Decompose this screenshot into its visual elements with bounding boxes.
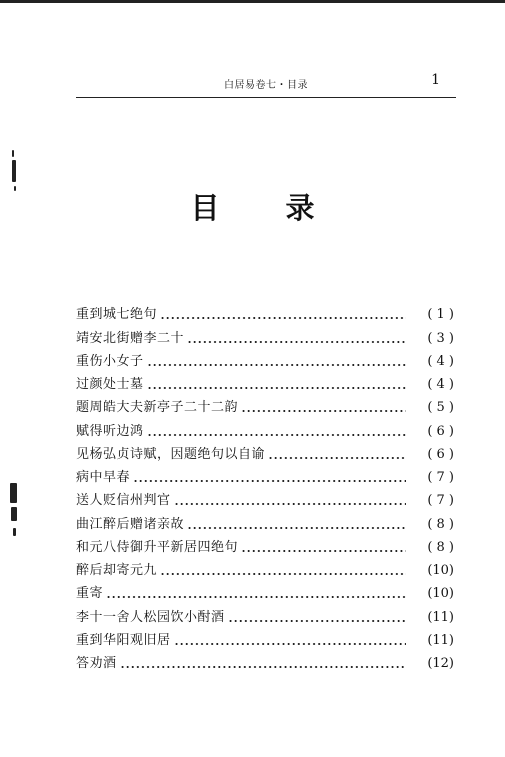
toc-entry-page: ( 4 ): [427, 377, 454, 393]
toc-entry-title: 和元八侍御升平新居四绝句: [76, 539, 239, 555]
dot-leader: [147, 387, 406, 389]
toc-entry: [76, 535, 454, 558]
toc-entry-page: ( 5 ): [427, 400, 454, 416]
toc-entry-title: 过颜处士墓: [76, 377, 144, 393]
dot-leader: [120, 666, 406, 668]
binding-mark: [11, 507, 17, 521]
toc-entry-page: ( 8 ): [427, 516, 454, 532]
toc-entry-title: 曲江醉后赠诸亲故: [76, 516, 185, 532]
toc-entry: [76, 442, 454, 465]
toc-entry-page: (12): [427, 656, 454, 672]
dot-leader: [241, 550, 406, 552]
dot-leader: [174, 643, 406, 645]
toc-entry-page: ( 6 ): [427, 423, 454, 439]
toc-entry: [76, 325, 454, 348]
toc-entry-page: (11): [427, 609, 454, 625]
dot-leader: [268, 457, 406, 459]
toc-entry-title: 送人贬信州判官: [76, 493, 171, 509]
dot-leader: [147, 364, 406, 366]
toc-entry: [76, 604, 454, 627]
running-title: 白居易卷七・目录: [224, 80, 308, 91]
toc-list: [76, 302, 454, 674]
page-top-edge: [0, 0, 505, 3]
toc-entry: [76, 511, 454, 534]
toc-entry-page: ( 3 ): [427, 330, 454, 346]
toc-entry-title: 病中早春: [76, 470, 131, 486]
toc-entry: [76, 581, 454, 604]
toc-entry-page: (10): [427, 563, 454, 579]
dot-leader: [106, 596, 406, 598]
header-rule: [76, 97, 456, 98]
dot-leader: [228, 620, 406, 622]
toc-entry-page: ( 8 ): [427, 539, 454, 555]
toc-entry: [76, 465, 454, 488]
toc-entry-page: ( 1 ): [427, 307, 454, 323]
toc-entry: [76, 395, 454, 418]
toc-entry-title: 重到华阳观旧居: [76, 632, 171, 648]
toc-entry-page: (11): [427, 632, 454, 648]
toc-entry: [76, 651, 454, 674]
toc-entry-page: (10): [427, 586, 454, 602]
dot-leader: [241, 410, 406, 412]
toc-entry-title: 李十一舍人松园饮小酎酒: [76, 609, 225, 625]
toc-entry-title: 赋得听边鸿: [76, 423, 144, 439]
toc-entry: [76, 302, 454, 325]
toc-entry-title: 见杨弘贞诗赋，因题绝句以自谕: [76, 446, 266, 462]
toc-entry: [76, 558, 454, 581]
dot-leader: [133, 480, 406, 482]
binding-mark: [12, 160, 16, 182]
toc-entry-page: ( 4 ): [427, 353, 454, 369]
toc-entry-title: 重伤小女子: [76, 353, 144, 369]
toc-entry-title: 题周皓大夫新亭子二十二韵: [76, 400, 239, 416]
dot-leader: [160, 573, 406, 575]
toc-entry-title: 醉后却寄元九: [76, 563, 158, 579]
toc-entry-title: 靖安北街赠李二十: [76, 330, 185, 346]
toc-entry: [76, 349, 454, 372]
toc-entry-title: 重到城七绝句: [76, 307, 158, 323]
toc-entry-title: 答劝酒: [76, 656, 117, 672]
dot-leader: [174, 503, 406, 505]
toc-entry-page: ( 6 ): [427, 446, 454, 462]
toc-entry-page: ( 7 ): [427, 493, 454, 509]
dot-leader: [187, 527, 406, 529]
toc-entry: [76, 418, 454, 441]
page-number: 1: [431, 72, 440, 88]
dot-leader: [160, 317, 406, 319]
toc-entry-page: ( 7 ): [427, 470, 454, 486]
toc-entry: [76, 488, 454, 511]
toc-entry: [76, 628, 454, 651]
binding-mark: [12, 150, 14, 157]
toc-entry-title: 重寄: [76, 586, 104, 602]
binding-mark: [13, 528, 16, 536]
binding-mark: [10, 483, 17, 503]
dot-leader: [187, 341, 406, 343]
toc-title: 目 录: [190, 191, 343, 225]
dot-leader: [147, 434, 406, 436]
running-header: [76, 74, 456, 94]
toc-entry: [76, 372, 454, 395]
